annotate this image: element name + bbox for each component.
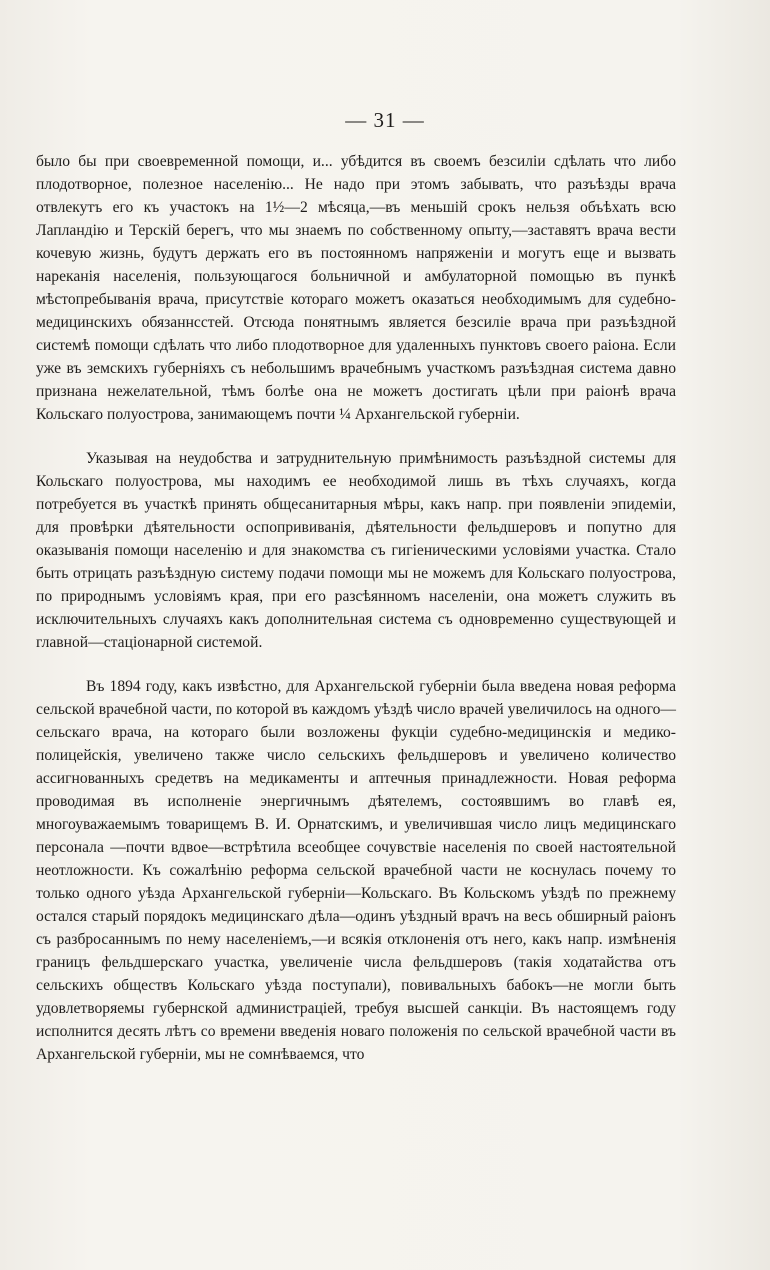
body-text [36,150,676,1066]
page-number: — 31 — [345,108,425,132]
paragraph-3: Въ 1894 году, какъ извѣстно, для Архангельской губерніи была введена новая реформа сельской врачебной части, по которой въ каждомъ уѣздѣ число врачей увеличилось на одного—сельскаго врача, на котораго были возложены фукціи судебно-медицинскія и медико-полицейскія, увеличено также число сельскихъ фельдшеровъ и увеличено количество ассигнованныхъ средетвъ на медикаменты и аптечныя принадлежности. Новая реформа проводимая въ исполненіе энергичнымъ дѣятелемъ, состоявшимъ во главѣ ея, многоуважаемымъ товарищемъ В. И. Орнатскимъ, и увеличившая число лицъ медицинскаго персонала —почти вдвое—встрѣтила всеобщее сочувствіе населенія по своей настоятельной неотложности. Къ сожалѣнію реформа сельской врачебной части не коснулась почему то только одного уѣзда Архангельской губерніи—Кольскаго. Въ Кольскомъ уѣздѣ по прежнему остался старый порядокъ медицинскаго дѣла—одинъ уѣздный врачъ на весь обширный раіонъ съ разбросаннымъ по нему населеніемъ,—и всякія отклоненія отъ него, какъ напр. измѣненія границъ фельдшерскаго участка, увеличеніе числа фельдшеровъ (такія ходатайства отъ сельскихъ обществъ Кольскаго уѣзда поступали), повивальныхъ бабокъ—не могли быть удовлетворяемы губернской администраціей, требуя высшей санкціи. Въ настоящемъ году исполнится десять лѣтъ со времени введенія новаго положенія по сельской врачебной части въ Архангельской губерніи, мы не сомнѣваемся, что [36,678,676,1063]
paragraph-2: Указывая на неудобства и затруднительную примѣнимость разъѣздной системы для Кольскаго полуострова, мы находимъ ее необходимой лишь въ тѣхъ случаяхъ, когда потребуется въ участкѣ принять общесанитарныя мѣры, какъ напр. при появленіи эпидеміи, для провѣрки дѣятельности оспопрививанія, дѣятельности фельдшеровъ и попутно для оказыванія помощи населенію и для знакомства съ гигіеническими условіями участка. Стало быть отрицать разъѣздную систему подачи помощи мы не можемъ для Кольскаго полуострова, по природнымъ условіямъ края, при его разсѣянномъ населеніи, она можетъ служить въ исключительныхъ случаяхъ какъ дополнительная система съ одновременно существующей и главной—стаціонарной системой. [36,450,676,651]
paragraph-1: было бы при своевременной помощи, и... убѣдится въ своемъ безсиліи сдѣлать что либо плодотворное, полезное населенію... Не надо при этомъ забывать, что разъѣзды врача отвлекутъ его къ участокъ на 1½—2 мѣсяца,—въ меньшій срокъ нельзя объѣхать всю Лапландію и Терскій берегъ, что мы знаемъ по собственному опыту,—заставятъ врача вести кочевую жизнь, будутъ держать его въ постоянномъ напряженіи и могутъ еще и вызвать нареканія населенія, пользующагося больничной и амбулаторной помощью въ пункѣ мѣстопребыванія врача, присутствіе котораго можетъ оказаться необходимымъ для судебно-медицинскихъ обязаннсстей. Отсюда понятнымъ является безсиліе врача при разъѣздной системѣ помощи сдѣлать что либо плодотворное для удаленныхъ пунктовъ своего раіона. Если уже въ земскихъ губерніяхъ съ небольшимъ врачебнымъ участкомъ разъѣздная система давно признана нежелательной, тѣмъ болѣе она не можетъ достигать цѣли при раіонѣ врача Кольскаго полуострова, занимающемъ почти ¼ Архангельской губерніи. [36,153,676,423]
